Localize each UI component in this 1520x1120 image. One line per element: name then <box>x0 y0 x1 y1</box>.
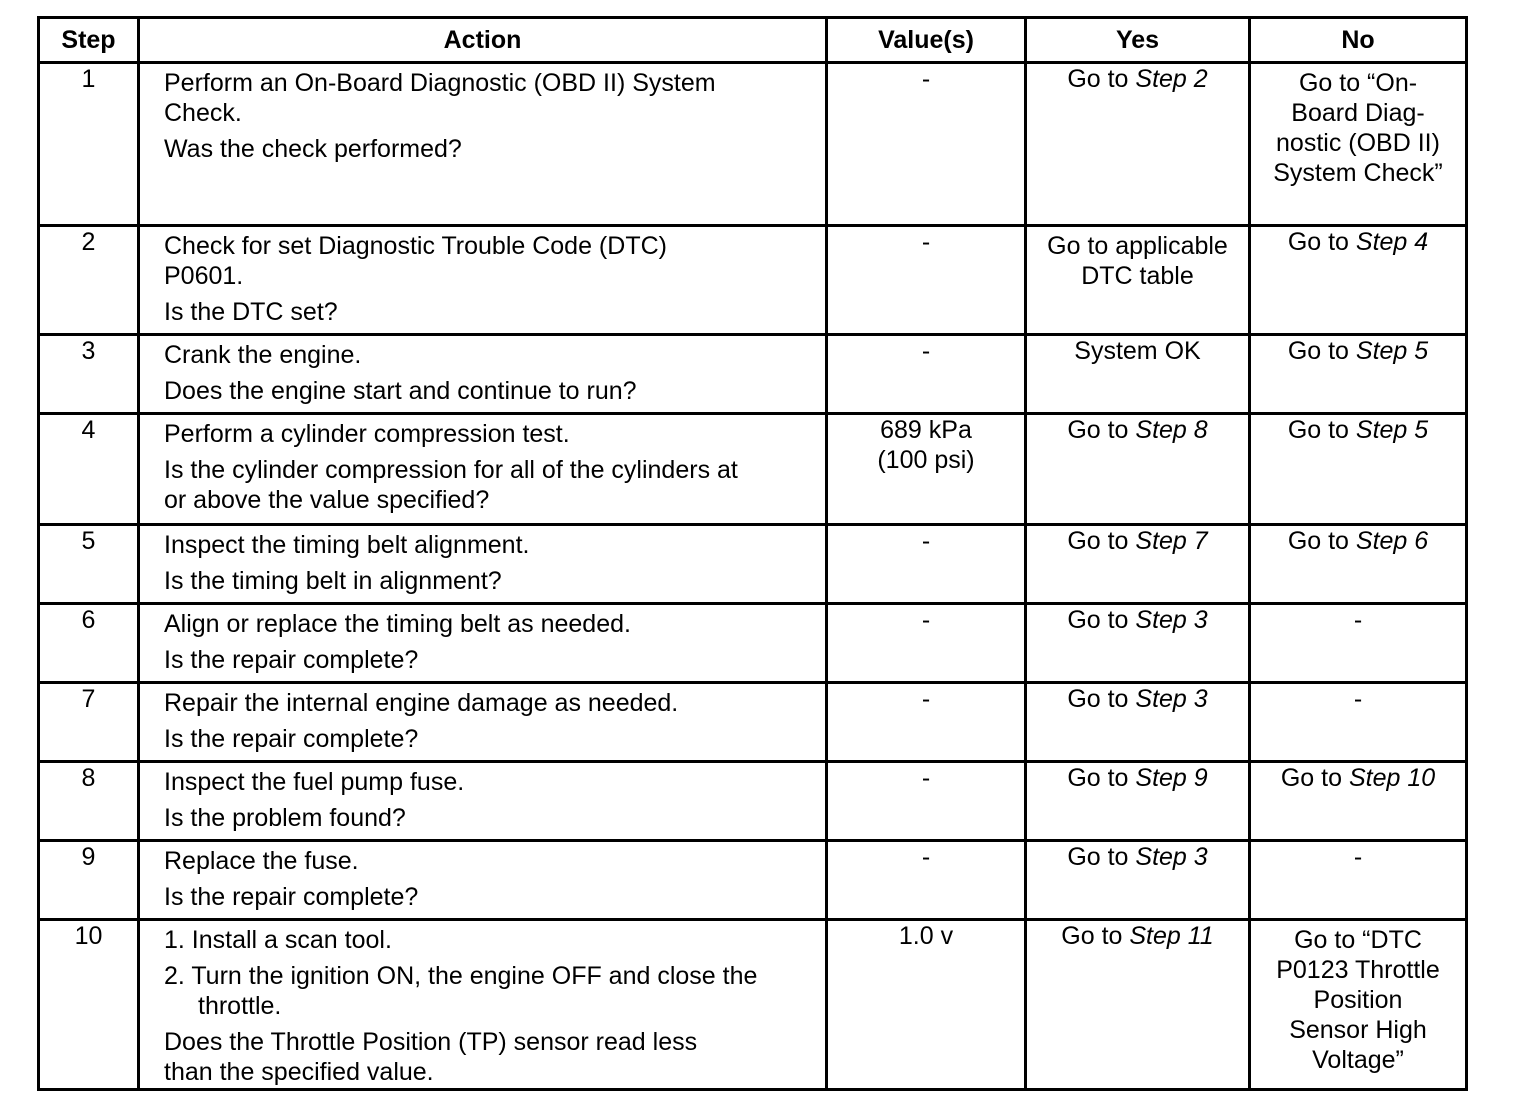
action-text: Perform a cylinder compression test. <box>164 420 570 448</box>
action-cell <box>139 762 827 841</box>
no-cell: - <box>1250 841 1467 920</box>
yes-prefix: Go to <box>1067 764 1136 792</box>
yes-prefix: Go to <box>1067 843 1136 871</box>
header-step: Step <box>39 18 139 63</box>
yes-text: Go to applicable <box>1047 232 1228 260</box>
table-row <box>39 226 1467 335</box>
table-row <box>39 414 1467 525</box>
step-number: 7 <box>39 683 139 762</box>
no-prefix: Go to <box>1287 527 1356 555</box>
action-cell <box>139 841 827 920</box>
action-cell <box>139 63 827 226</box>
step-link[interactable]: Step 7 <box>1135 527 1208 555</box>
no-prefix: Go to <box>1280 764 1349 792</box>
action-cell <box>139 414 827 525</box>
yes-cell <box>1026 604 1250 683</box>
action-question-cont: than the specified value. <box>164 1058 434 1086</box>
header-row <box>39 18 1467 63</box>
no-text: P0123 Throttle <box>1276 956 1440 984</box>
table-row <box>39 63 1467 226</box>
action-question: Is the timing belt in alignment? <box>164 567 502 595</box>
value-text: 689 kPa <box>880 416 972 444</box>
header-values: Value(s) <box>827 18 1026 63</box>
action-text: Align or replace the timing belt as needed. <box>164 610 631 638</box>
no-cell <box>1250 920 1467 1090</box>
step-link[interactable]: Step 6 <box>1355 527 1429 555</box>
action-cell <box>139 920 827 1090</box>
step-number: 9 <box>39 841 139 920</box>
action-question: Was the check performed? <box>164 135 462 163</box>
no-cell <box>1250 335 1467 414</box>
no-cell <box>1250 414 1467 525</box>
yes-cell: System OK <box>1026 335 1250 414</box>
yes-cell <box>1026 762 1250 841</box>
action-question: Does the engine start and continue to run? <box>164 377 637 405</box>
action-text: Check. <box>164 99 242 127</box>
step-link[interactable]: Step 8 <box>1135 416 1208 444</box>
action-question: Is the problem found? <box>164 804 406 832</box>
yes-prefix: Go to <box>1061 922 1130 950</box>
action-text: Repair the internal engine damage as needed. <box>164 689 679 717</box>
table-row <box>39 525 1467 604</box>
value-cell: - <box>827 525 1026 604</box>
action-question: Is the repair complete? <box>164 646 419 674</box>
action-list-item: 2. Turn the ignition ON, the engine OFF and close the throttle. <box>164 962 758 1020</box>
action-question: Is the repair complete? <box>164 725 419 753</box>
action-text: P0601. <box>164 262 244 290</box>
action-text: Perform an On-Board Diagnostic (OBD II) System <box>164 69 716 97</box>
yes-cell <box>1026 683 1250 762</box>
no-text: Go to “DTC <box>1294 926 1422 954</box>
yes-prefix: Go to <box>1067 527 1136 555</box>
table-row <box>39 683 1467 762</box>
action-question: Does the Throttle Position (TP) sensor read less <box>164 1028 698 1056</box>
step-number: 3 <box>39 335 139 414</box>
action-text: Inspect the timing belt alignment. <box>164 531 530 559</box>
step-link[interactable]: Step 9 <box>1135 764 1208 792</box>
step-number: 6 <box>39 604 139 683</box>
action-question: Is the DTC set? <box>164 298 338 326</box>
value-cell: - <box>827 63 1026 226</box>
action-question-cont: or above the value specified? <box>164 486 490 514</box>
header-yes: Yes <box>1026 18 1250 63</box>
step-number: 5 <box>39 525 139 604</box>
action-list-item: 1. Install a scan tool. <box>164 926 392 954</box>
value-cell <box>827 414 1026 525</box>
step-link[interactable]: Step 3 <box>1135 685 1208 713</box>
action-cell <box>139 525 827 604</box>
yes-prefix: Go to <box>1067 416 1136 444</box>
action-cell <box>139 335 827 414</box>
yes-cell <box>1026 63 1250 226</box>
yes-prefix: Go to <box>1067 606 1136 634</box>
no-cell <box>1250 762 1467 841</box>
no-cell: - <box>1250 683 1467 762</box>
value-cell: - <box>827 226 1026 335</box>
step-number: 8 <box>39 762 139 841</box>
value-cell: - <box>827 841 1026 920</box>
step-number: 2 <box>39 226 139 335</box>
yes-text: DTC table <box>1081 262 1194 290</box>
value-cell: - <box>827 604 1026 683</box>
table-row <box>39 335 1467 414</box>
no-text: Voltage” <box>1312 1046 1404 1074</box>
action-question: Is the repair complete? <box>164 883 419 911</box>
no-cell <box>1250 226 1467 335</box>
yes-cell <box>1026 525 1250 604</box>
action-text: Check for set Diagnostic Trouble Code (DTC) <box>164 232 667 260</box>
yes-cell <box>1026 414 1250 525</box>
no-cell <box>1250 63 1467 226</box>
no-text: Sensor High <box>1289 1016 1427 1044</box>
no-cell <box>1250 525 1467 604</box>
table-row <box>39 920 1467 1090</box>
no-cell: - <box>1250 604 1467 683</box>
yes-cell <box>1026 920 1250 1090</box>
yes-prefix: Go to <box>1067 65 1136 93</box>
yes-cell <box>1026 841 1250 920</box>
value-text: (100 psi) <box>877 446 975 474</box>
step-number: 1 <box>39 63 139 226</box>
action-text: Inspect the fuel pump fuse. <box>164 768 465 796</box>
step-link[interactable]: Step 3 <box>1135 606 1208 634</box>
step-link[interactable]: Step 10 <box>1348 764 1436 792</box>
header-action: Action <box>139 18 827 63</box>
no-text: Board Diag- <box>1291 99 1425 127</box>
value-cell: - <box>827 683 1026 762</box>
yes-prefix: Go to <box>1067 685 1136 713</box>
no-text: System Check” <box>1273 159 1443 187</box>
no-text: Position <box>1313 986 1403 1014</box>
action-cell <box>139 604 827 683</box>
step-link[interactable]: Step 4 <box>1355 228 1429 256</box>
value-cell: - <box>827 335 1026 414</box>
action-text: Crank the engine. <box>164 341 362 369</box>
step-link[interactable]: Step 3 <box>1135 843 1208 871</box>
yes-cell <box>1026 226 1250 335</box>
action-cell <box>139 683 827 762</box>
no-prefix: Go to <box>1287 337 1356 365</box>
table-row <box>39 841 1467 920</box>
diagnostic-table <box>37 16 1468 1091</box>
action-text: Replace the fuse. <box>164 847 359 875</box>
step-number: 4 <box>39 414 139 525</box>
step-link[interactable]: Step 5 <box>1355 416 1429 444</box>
table-row <box>39 604 1467 683</box>
action-cell <box>139 226 827 335</box>
action-question: Is the cylinder compression for all of the cylinders at <box>164 456 738 484</box>
no-prefix: Go to <box>1287 228 1356 256</box>
no-text: nostic (OBD II) <box>1276 129 1440 157</box>
header-no: No <box>1250 18 1467 63</box>
value-cell: - <box>827 762 1026 841</box>
step-number: 10 <box>39 920 139 1090</box>
step-link[interactable]: Step 11 <box>1129 922 1214 950</box>
table-row <box>39 762 1467 841</box>
step-link[interactable]: Step 5 <box>1355 337 1429 365</box>
no-text: Go to “On- <box>1298 69 1418 97</box>
step-link[interactable]: Step 2 <box>1135 65 1208 93</box>
value-cell: 1.0 v <box>827 920 1026 1090</box>
no-prefix: Go to <box>1287 416 1356 444</box>
